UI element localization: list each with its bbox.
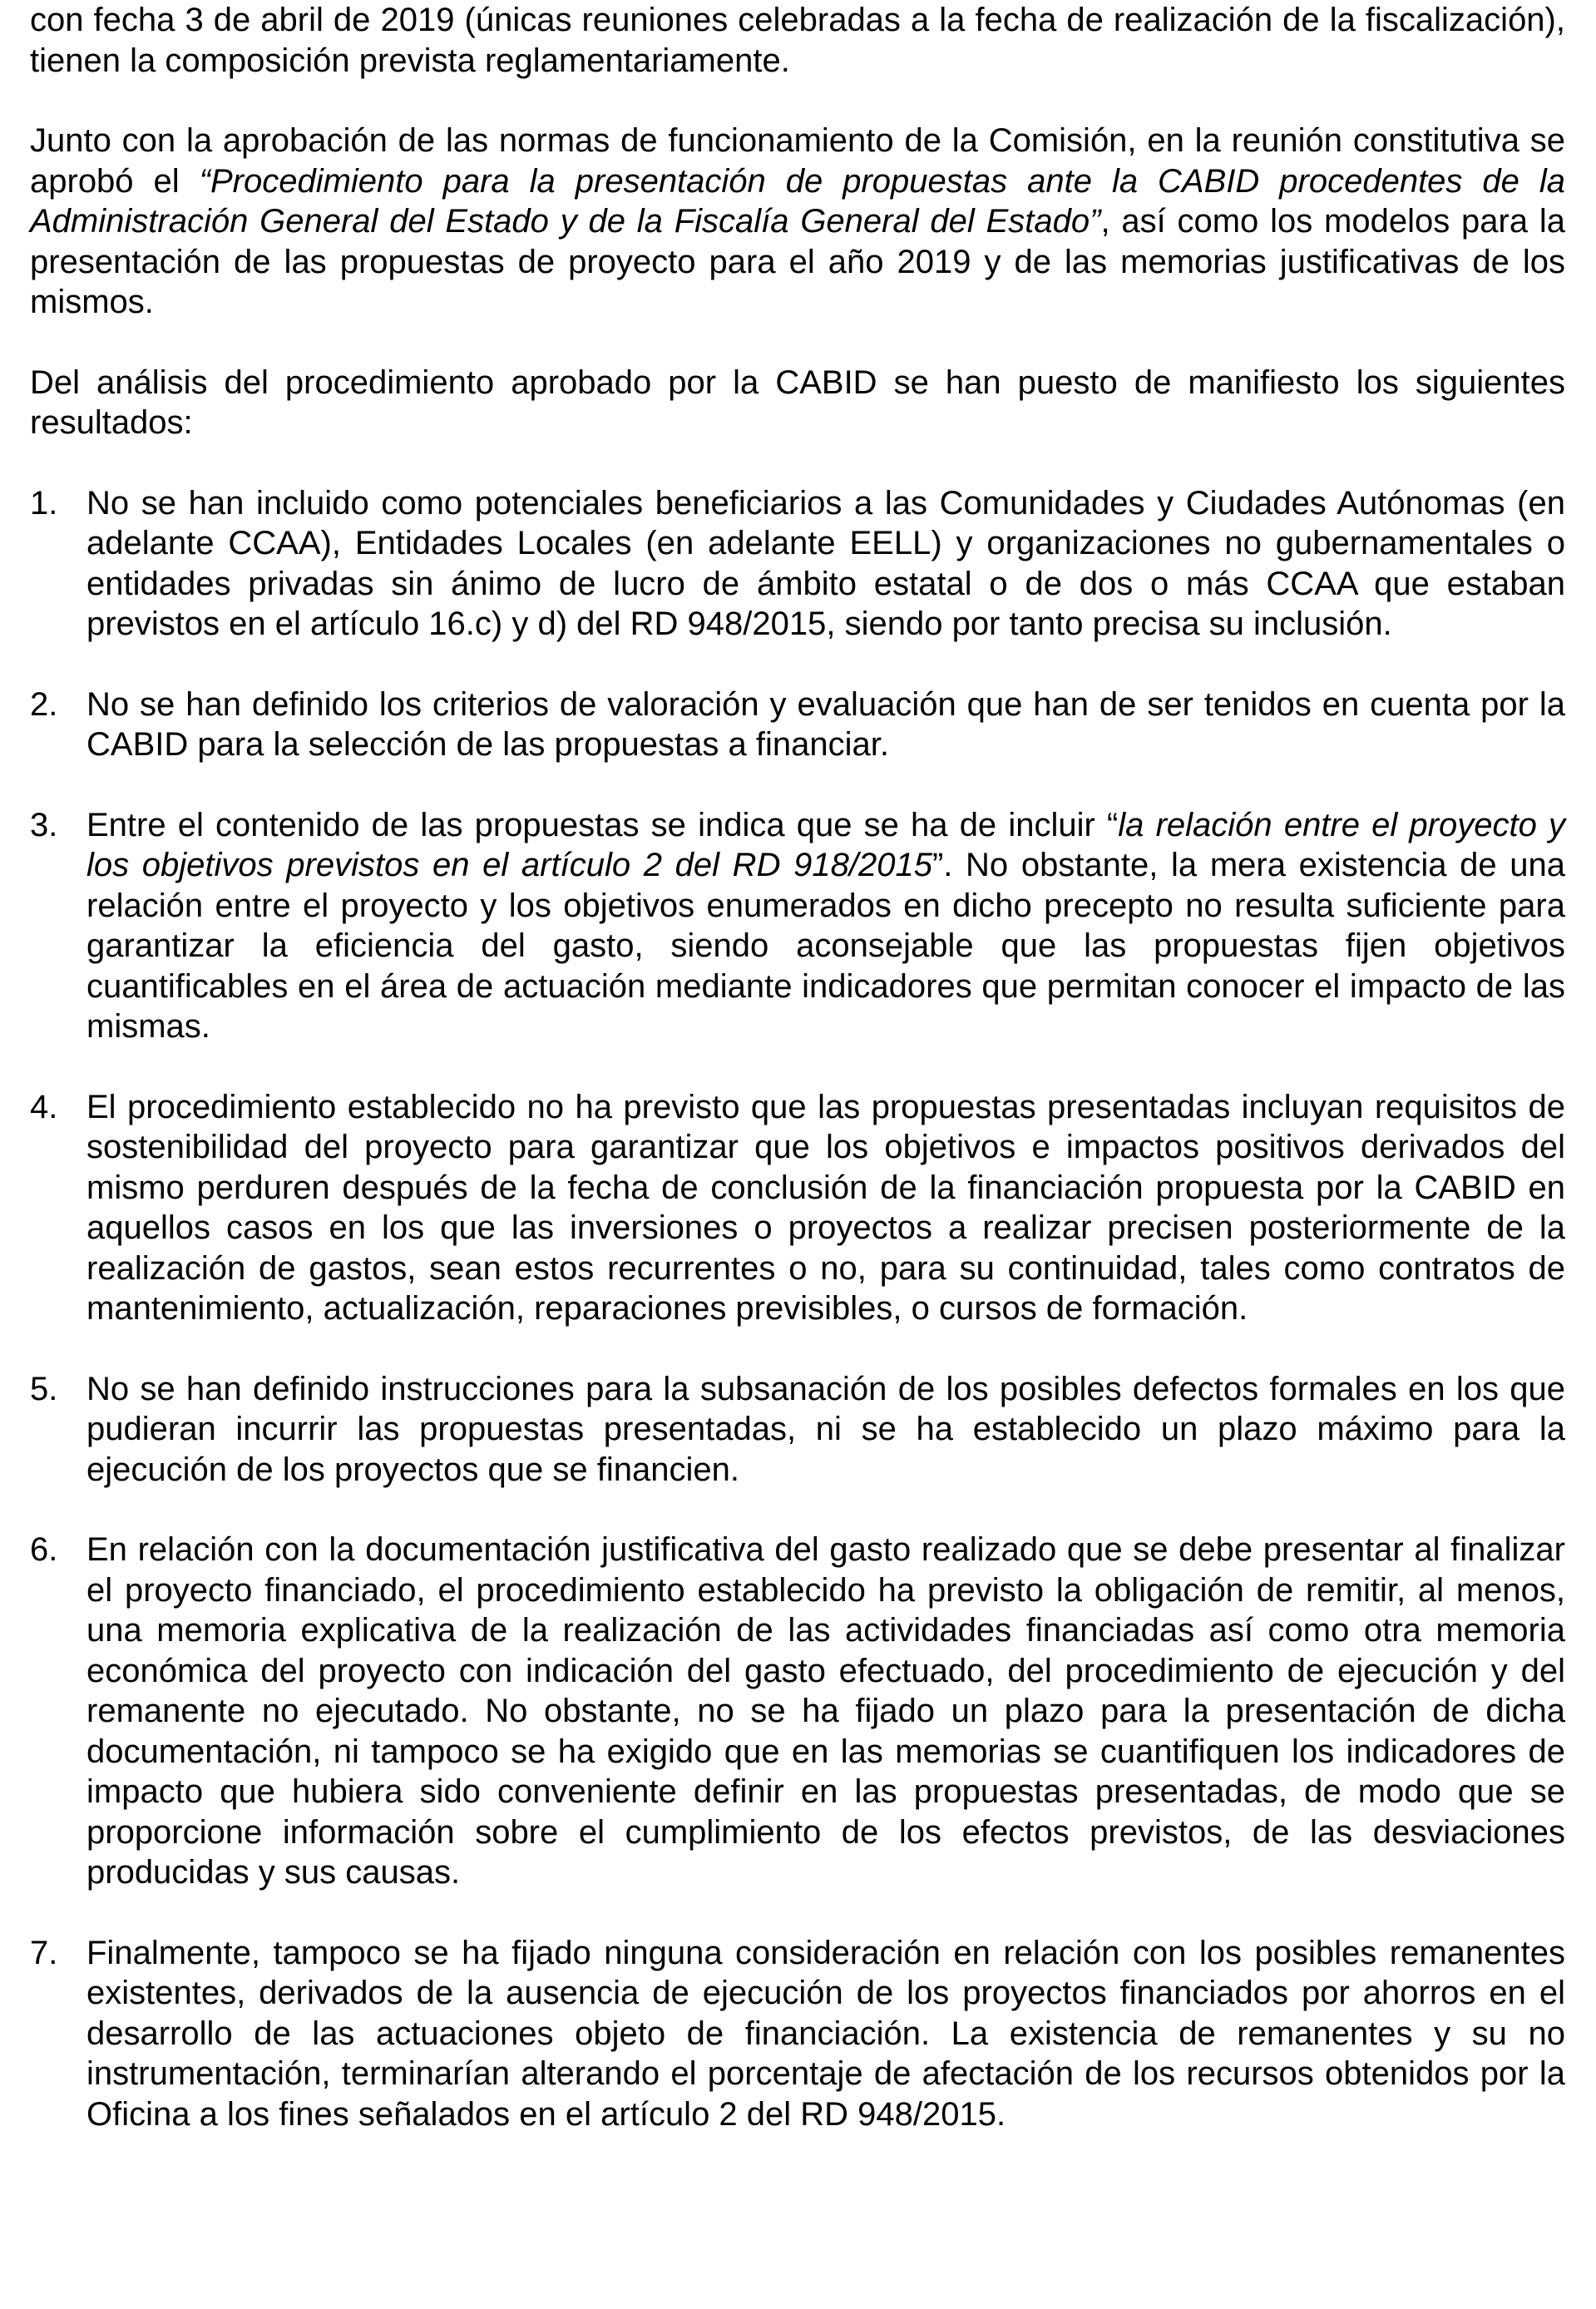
finding-item-7 — [30, 1933, 1565, 2135]
finding-text: El procedimiento establecido no ha previsto que las propuestas presentadas incluyan requisitos de sostenibilidad del proyecto para garantizar que los objetivos e impactos positivos derivados del mismo perduren después de la fecha de conclusión de la financiación propuesta por la CABID en aquellos casos en los que las inversiones o proyectos a realizar precisen posteriormente de la realización de gastos, sean estos recurrentes o no, para su continuidad, tales como contratos de mantenimiento, actualización, reparaciones previsibles, o cursos de formación. — [86, 1088, 1565, 1327]
finding-number: 5. — [30, 1370, 58, 1407]
paragraph-procedure-approval — [30, 121, 1565, 323]
finding-text-start: Entre el contenido de las propuestas se indica que se ha de incluir “ — [86, 806, 1119, 843]
finding-number: 2. — [30, 685, 58, 723]
finding-number: 1. — [30, 484, 58, 522]
finding-quote-italic: la relación entre el proyecto y los objetivos previstos en el artículo 2 del RD 918/2015 — [86, 806, 1566, 883]
paragraph-composition: con fecha 3 de abril de 2019 (únicas reuniones celebradas a la fecha de realización de la fiscalización), tienen la composición prevista reglamentariamente. — [30, 2, 1565, 79]
paragraph-procedure-text-end: , así como los modelos para la presentación de las propuestas de proyecto para el año 2019 y de las memorias justificativas de los mismos. — [30, 203, 1565, 320]
procedure-title-italic: “Procedimiento para la presentación de propuestas ante la CABID procedentes de la Administración General del Estado y de la Fiscalía General del Estado” — [30, 162, 1565, 240]
finding-number: 6. — [30, 1531, 58, 1568]
finding-text: En relación con la documentación justificativa del gasto realizado que se debe presentar al finalizar el proyecto financiado, el procedimiento establecido ha previsto la obligación de remitir, al menos, una memoria explicativa de la realización de las actividades financiadas así como otra memoria económica del proyecto con indicación del gasto efectuado, del procedimiento de ejecución y del remanente no ejecutado. No obstante, no se ha fijado un plazo para la presentación de dicha documentación, ni tampoco se ha exigido que en las memorias se cuantifiquen los indicadores de impacto que hubiera sido conveniente definir en las propuestas presentadas, de modo que se proporcione información sobre el cumplimiento de los efectos previstos, de las desviaciones producidas y sus causas. — [86, 1531, 1565, 1891]
finding-text — [86, 805, 1565, 1047]
document-page — [30, 0, 1565, 2134]
finding-item-1 — [30, 483, 1565, 645]
finding-text: No se han definido instrucciones para la subsanación de los posibles defectos formales en los que pudieran incurrir las propuestas presentadas, ni se ha establecido un plazo máximo para la ejecución de los proyectos que se financien. — [86, 1370, 1565, 1488]
finding-item-6 — [30, 1530, 1565, 1893]
paragraph-procedure-text-start: Junto con la aprobación de las normas de funcionamiento de la Comisión, en la reunión constitutiva se aprobó el — [30, 122, 1565, 200]
finding-item-2 — [30, 685, 1565, 765]
finding-number: 7. — [30, 1934, 58, 1971]
finding-number: 4. — [30, 1088, 58, 1125]
finding-item-3 — [30, 805, 1565, 1047]
findings-list — [30, 483, 1565, 2135]
finding-text-end: ”. No obstante, la mera existencia de una relación entre el proyecto y los objetivos enumerados en dicho precepto no resulta suficiente para garantizar la eficiencia del gasto, siendo aconsejable que las propuestas fijen objetivos cuantificables en el área de actuación mediante indicadores que permitan conocer el impacto de las mismas. — [86, 847, 1566, 1045]
finding-text: No se han definido los criterios de valoración y evaluación que han de ser tenidos en cuenta por la CABID para la selección de las propuestas a financiar. — [86, 685, 1565, 763]
finding-item-5 — [30, 1369, 1565, 1491]
paragraph-analysis-intro: Del análisis del procedimiento aprobado por la CABID se han puesto de manifiesto los siguientes resultados: — [30, 363, 1565, 441]
finding-number: 3. — [30, 806, 58, 843]
finding-item-4 — [30, 1087, 1565, 1329]
finding-text: No se han incluido como potenciales beneficiarios a las Comunidades y Ciudades Autónomas (en adelante CCAA), Entidades Locales (en adelante EELL) y organizaciones no gubernamentales o entidades privadas sin ánimo de lucro de ámbito estatal o de dos o más CCAA que estaban previstos en el artículo 16.c) y d) del RD 948/2015, siendo por tanto precisa su inclusión. — [86, 484, 1565, 642]
finding-text: Finalmente, tampoco se ha fijado ninguna consideración en relación con los posibles remanentes existentes, derivados de la ausencia de ejecución de los proyectos financiados por ahorros en el desarrollo de las actuaciones objeto de financiación. La existencia de remanentes y su no instrumentación, terminarían alterando el porcentaje de afectación de los recursos obtenidos por la Oficina a los fines señalados en el artículo 2 del RD 948/2015. — [86, 1934, 1565, 2133]
